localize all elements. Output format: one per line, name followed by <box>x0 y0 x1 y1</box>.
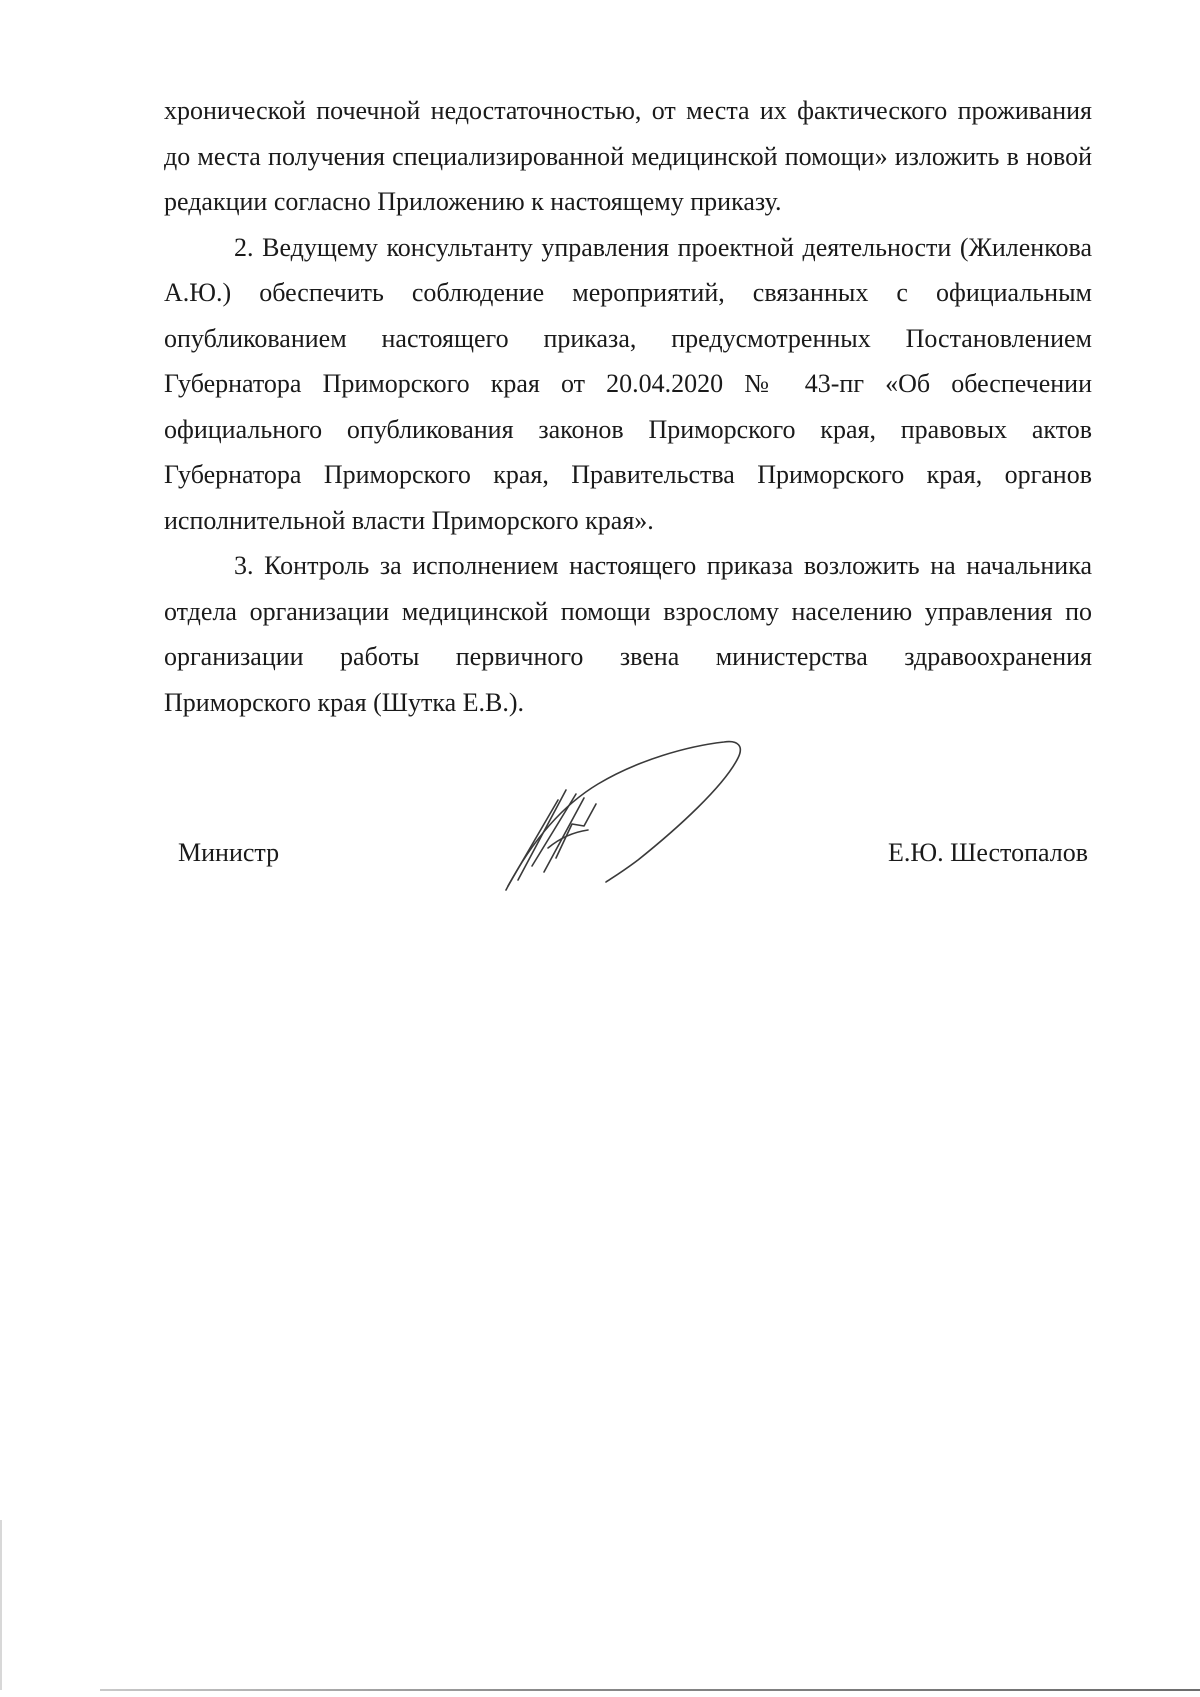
handwritten-signature <box>488 728 788 898</box>
signatory-name: Е.Ю. Шестопалов <box>887 838 1088 867</box>
scan-bottom-edge <box>100 1689 1200 1691</box>
paragraph-1: хронической почечной недостаточностью, от места их фактического проживания до места получения специализированной медицинской помощи» изложить в новой редакции согласно Приложению к настоящему приказу. <box>164 96 1092 216</box>
scan-left-edge <box>0 1520 2 1690</box>
paragraph-2: 2. Ведущему консультанту управления проектной деятельности (Жиленкова А.Ю.) обеспечить соблюдение мероприятий, связанных с официальным опубликованием настоящего приказа, предусмотренных Постановлением Губернатора Приморского края от 20.04.2020 № 43-пг «Об обеспечении официального опубликования законов Приморского края, правовых актов Губернатора Приморского края, Правительства Приморского края, органов исполнительной власти Приморского края». <box>164 232 1092 535</box>
document-body <box>164 88 1092 725</box>
signatory-role: Министр <box>178 838 280 867</box>
paragraph-3: 3. Контроль за исполнением настоящего приказа возложить на начальника отдела организации медицинской помощи взрослому населению управления по организации работы первичного звена министерства здравоохранения Приморского края (Шутка Е.В.). <box>164 551 1092 717</box>
